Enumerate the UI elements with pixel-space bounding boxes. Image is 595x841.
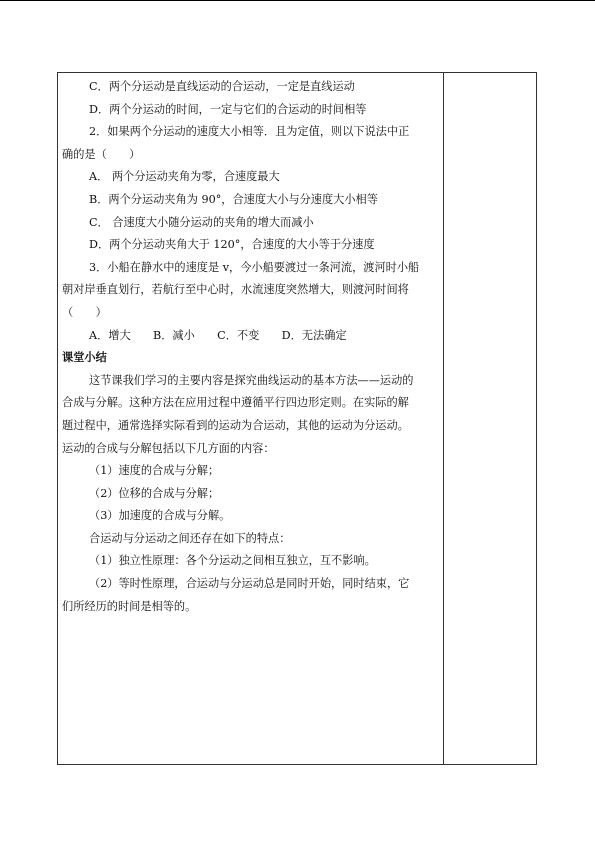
summary-item-3: （3）加速度的合成与分解。 bbox=[89, 509, 231, 523]
page-top-rule bbox=[0, 0, 595, 1]
q3-stem-line1: 3．小船在静水中的速度是 v，今小船要渡过一条河流，渡河时小船 bbox=[89, 260, 420, 274]
q2-stem-line2: 确的是（ ） bbox=[62, 147, 141, 161]
summary-p1-line1: 这节课我们学习的主要内容是探究曲线运动的基本方法——运动的 bbox=[89, 373, 414, 387]
summary-p1-line3: 题过程中，通常选择实际看到的运动为合运动，其他的运动为分运动。 bbox=[62, 418, 409, 432]
q2-option-c: C． 合速度大小随分运动的夹角的增大而减小 bbox=[89, 215, 314, 229]
summary-heading: 课堂小结 bbox=[62, 351, 107, 365]
summary-point-1: （1）独立性原理：各个分运动之间相互独立，互不影响。 bbox=[89, 554, 376, 568]
notes-column-divider bbox=[443, 72, 444, 765]
q2-stem-line1: 2．如果两个分运动的速度大小相等．且为定值，则以下说法中正 bbox=[89, 125, 410, 139]
summary-point-2-line1: （2）等时性原理，合运动与分运动总是同时开始，同时结束，它 bbox=[89, 577, 410, 591]
summary-item-2: （2）位移的合成与分解； bbox=[89, 486, 220, 500]
q2-option-a: A． 两个分运动夹角为零，合速度最大 bbox=[89, 170, 280, 184]
q3-stem-line2: 朝对岸垂直划行，若航行至中心时，水流速度突然增大，则渡河时间将 bbox=[62, 283, 409, 297]
lesson-content bbox=[62, 76, 440, 618]
q3-options: A．增大 B．减小 C．不变 D．无法确定 bbox=[89, 328, 347, 342]
summary-point-2-line2: 们所经历的时间是相等的。 bbox=[62, 599, 197, 613]
summary-p2: 合运动与分运动之间还存在如下的特点： bbox=[89, 531, 291, 545]
q1-option-c: C．两个分运动是直线运动的合运动，一定是直线运动 bbox=[89, 80, 355, 93]
q3-stem-line3: （ ） bbox=[62, 305, 107, 319]
summary-p1-line4: 运动的合成与分解包括以下几方面的内容： bbox=[62, 441, 275, 455]
q2-option-b: B．两个分运动夹角为 90°，合速度大小与分速度大小相等 bbox=[89, 192, 378, 206]
q2-option-d: D．两个分运动夹角大于 120°，合速度的大小等于分速度 bbox=[89, 238, 375, 252]
summary-p1-line2: 合成与分解。这种方法在应用过程中遵循平行四边形定则。在实际的解 bbox=[62, 396, 409, 410]
q1-option-d: D．两个分运动的时间，一定与它们的合运动的时间相等 bbox=[89, 102, 367, 116]
summary-item-1: （1）速度的合成与分解； bbox=[89, 464, 220, 478]
